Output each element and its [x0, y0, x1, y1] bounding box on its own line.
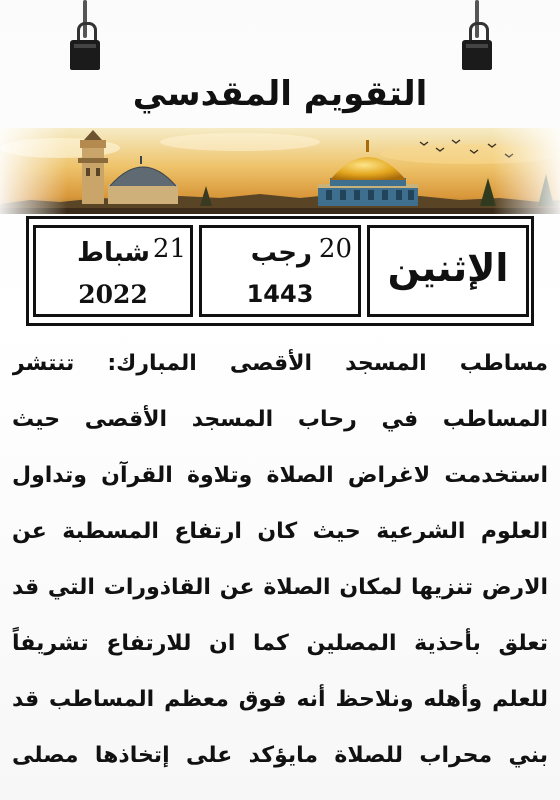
hijri-day: 20 [318, 234, 352, 264]
article-line: استخدمت لاغراض الصلاة وتلاوة القرآن وتداول [12, 463, 548, 488]
article-line: مساطب المسجد الأقصى المبارك: تنتشر [12, 351, 548, 376]
gregorian-date-box [33, 225, 193, 317]
article-line: بني محراب للصلاة مايؤكد على إتخاذها مصلى [12, 743, 548, 768]
hijri-date-box [199, 225, 361, 317]
page-title: التقويم المقدسي [132, 74, 428, 114]
article-line: العلوم الشرعية حيث كان ارتفاع المسطبة عن [12, 519, 548, 544]
hijri-month: رجب [250, 238, 312, 268]
article-body [12, 336, 548, 784]
gregorian-year: 2022 [78, 280, 148, 309]
date-panel [26, 216, 534, 326]
article-line: المساطب في رحاب المسجد الأقصى حيث [12, 407, 548, 432]
binder-clip-icon [462, 0, 492, 72]
article-line: تعلق بأحذية المصلين كما ان للارتفاع تشريفاً [12, 631, 548, 656]
binder-clip-icon [70, 0, 100, 72]
article-line: للعلم وأهله ونلاحظ أنه فوق معظم المساطب قد [12, 687, 548, 712]
jerusalem-banner-image [0, 128, 560, 214]
weekday-box [367, 225, 529, 317]
weekday-label: الإثنين [387, 246, 509, 290]
hijri-year: 1443 [246, 280, 314, 308]
article-line: الارض تنزيها لمكان الصلاة عن القاذورات التي قد [12, 575, 548, 600]
gregorian-day: 21 [152, 234, 186, 264]
gregorian-month: شباط [77, 238, 150, 268]
